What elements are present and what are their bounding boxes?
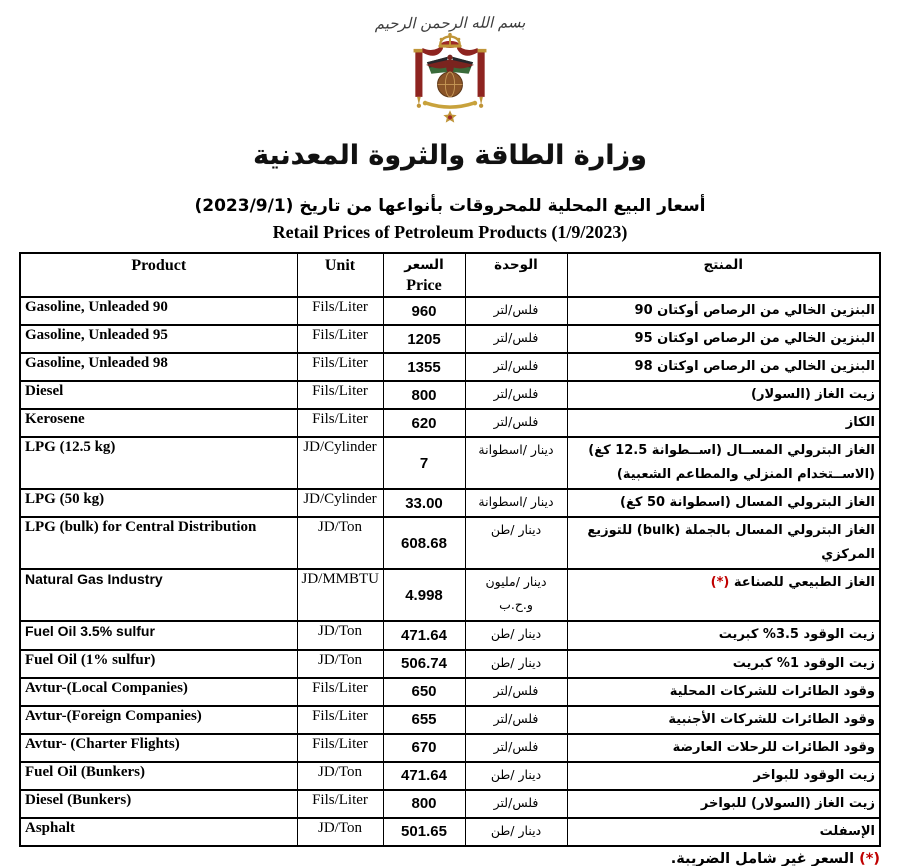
unit-en-cell: JD/Cylinder bbox=[297, 489, 383, 517]
table-row bbox=[20, 621, 880, 649]
price-value-cell: 1205 bbox=[383, 325, 465, 353]
unit-ar-cell: فلس/لتر bbox=[465, 409, 567, 437]
table-header-row bbox=[20, 253, 880, 297]
table-row bbox=[20, 650, 880, 678]
price-value-cell: 608.68 bbox=[383, 517, 465, 569]
product-en-cell: LPG (12.5 kg) bbox=[20, 437, 297, 489]
price-value-cell: 471.64 bbox=[383, 762, 465, 790]
coat-of-arms-icon bbox=[396, 32, 504, 128]
product-ar-cell bbox=[567, 437, 880, 489]
product-ar-text: الكاز bbox=[845, 415, 875, 431]
product-ar-cell bbox=[567, 297, 880, 325]
table-row bbox=[20, 818, 880, 846]
product-ar-cell bbox=[567, 650, 880, 678]
product-en-cell: Avtur- (Charter Flights) bbox=[20, 734, 297, 762]
table-row bbox=[20, 437, 880, 489]
product-en-cell: Natural Gas Industry bbox=[20, 569, 297, 621]
column-header-price bbox=[383, 253, 465, 297]
table-row bbox=[20, 762, 880, 790]
unit-en-cell: Fils/Liter bbox=[297, 353, 383, 381]
unit-ar-cell: دينار /طن bbox=[465, 650, 567, 678]
price-value-cell: 800 bbox=[383, 381, 465, 409]
product-ar-text: وقود الطائرات للشركات المحلية bbox=[669, 683, 875, 699]
table-row bbox=[20, 325, 880, 353]
product-ar-cell bbox=[567, 409, 880, 437]
unit-en-cell: Fils/Liter bbox=[297, 297, 383, 325]
table-row bbox=[20, 678, 880, 706]
bismillah-calligraphy: بسم الله الرحمن الرحيم bbox=[374, 13, 526, 33]
product-ar-cell bbox=[567, 790, 880, 818]
table-row bbox=[20, 706, 880, 734]
product-ar-text: زيت الغاز (السولار) للبواخر bbox=[700, 795, 875, 811]
product-ar-text: البنزين الخالي من الرصاص اوكتان 95 bbox=[634, 331, 875, 347]
unit-ar-cell: فلس/لتر bbox=[465, 734, 567, 762]
column-header-unit-ar: الوحدة bbox=[465, 253, 567, 297]
table-row bbox=[20, 734, 880, 762]
unit-en-cell: Fils/Liter bbox=[297, 790, 383, 818]
unit-en-cell: JD/Ton bbox=[297, 650, 383, 678]
tax-footnote bbox=[20, 851, 880, 866]
price-value-cell: 800 bbox=[383, 790, 465, 818]
unit-en-cell: JD/Ton bbox=[297, 818, 383, 846]
unit-ar-cell: فلس/لتر bbox=[465, 706, 567, 734]
product-ar-text: البنزين الخالي من الرصاص اوكتان 98 bbox=[634, 359, 875, 375]
unit-en-cell: JD/MMBTU bbox=[297, 569, 383, 621]
table-row bbox=[20, 517, 880, 569]
table-row bbox=[20, 409, 880, 437]
price-value-cell: 620 bbox=[383, 409, 465, 437]
unit-en-cell: Fils/Liter bbox=[297, 381, 383, 409]
product-ar-text: الغاز الطبيعي للصناعة bbox=[733, 575, 875, 591]
price-table-body bbox=[20, 297, 880, 846]
unit-en-cell: JD/Ton bbox=[297, 762, 383, 790]
price-value-cell: 501.65 bbox=[383, 818, 465, 846]
product-ar-text: زيت الوقود 3.5% كبريت bbox=[718, 627, 875, 643]
unit-ar-cell: فلس/لتر bbox=[465, 297, 567, 325]
product-ar-cell bbox=[567, 706, 880, 734]
unit-en-cell: JD/Ton bbox=[297, 517, 383, 569]
price-header-english: Price bbox=[406, 277, 442, 294]
unit-en-cell: Fils/Liter bbox=[297, 409, 383, 437]
product-ar-text: زيت الوقود للبواخر bbox=[753, 767, 875, 783]
product-en-cell: LPG (50 kg) bbox=[20, 489, 297, 517]
product-en-cell: Avtur-(Foreign Companies) bbox=[20, 706, 297, 734]
product-ar-cell bbox=[567, 381, 880, 409]
price-value-cell: 960 bbox=[383, 297, 465, 325]
unit-en-cell: JD/Ton bbox=[297, 621, 383, 649]
product-ar-text: زيت الغاز (السولار) bbox=[751, 387, 875, 403]
unit-ar-cell: دينار /اسطوانة bbox=[465, 489, 567, 517]
column-header-product-ar: المنتج bbox=[567, 253, 880, 297]
product-ar-text: وقود الطائرات للرحلات العارضة bbox=[672, 739, 875, 755]
unit-en-cell: Fils/Liter bbox=[297, 706, 383, 734]
price-value-cell: 650 bbox=[383, 678, 465, 706]
product-en-cell: Gasoline, Unleaded 95 bbox=[20, 325, 297, 353]
product-ar-cell bbox=[567, 569, 880, 621]
footnote-text: السعر غير شامل الضريبة. bbox=[670, 850, 855, 866]
table-row bbox=[20, 790, 880, 818]
product-en-cell: Asphalt bbox=[20, 818, 297, 846]
table-row bbox=[20, 353, 880, 381]
unit-ar-cell: فلس/لتر bbox=[465, 790, 567, 818]
product-en-cell: Fuel Oil (1% sulfur) bbox=[20, 650, 297, 678]
price-value-cell: 1355 bbox=[383, 353, 465, 381]
table-row bbox=[20, 381, 880, 409]
product-ar-cell bbox=[567, 818, 880, 846]
document-title-english: Retail Prices of Petroleum Products (1/9/2023) bbox=[272, 222, 628, 242]
product-en-cell: LPG (bulk) for Central Distribution bbox=[20, 517, 297, 569]
product-ar-cell bbox=[567, 353, 880, 381]
product-en-cell: Kerosene bbox=[20, 409, 297, 437]
product-ar-cell bbox=[567, 489, 880, 517]
price-value-cell: 7 bbox=[383, 437, 465, 489]
unit-ar-cell: فلس/لتر bbox=[465, 678, 567, 706]
price-header-arabic: السعر bbox=[404, 257, 444, 273]
unit-ar-cell: دينار /طن bbox=[465, 621, 567, 649]
jordan-coat-of-arms bbox=[0, 32, 900, 130]
table-row bbox=[20, 569, 880, 621]
table-row bbox=[20, 297, 880, 325]
unit-en-cell: Fils/Liter bbox=[297, 734, 383, 762]
product-en-cell: Fuel Oil 3.5% sulfur bbox=[20, 621, 297, 649]
product-en-cell: Gasoline, Unleaded 90 bbox=[20, 297, 297, 325]
unit-ar-cell: دينار /طن bbox=[465, 762, 567, 790]
unit-ar-cell: فلس/لتر bbox=[465, 353, 567, 381]
price-value-cell: 33.00 bbox=[383, 489, 465, 517]
unit-ar-cell: دينار /طن bbox=[465, 818, 567, 846]
column-header-unit-en: Unit bbox=[297, 253, 383, 297]
unit-ar-cell: دينار /طن bbox=[465, 517, 567, 569]
footnote-marker: (*) bbox=[710, 575, 730, 591]
product-en-cell: Fuel Oil (Bunkers) bbox=[20, 762, 297, 790]
price-value-cell: 655 bbox=[383, 706, 465, 734]
unit-en-cell: JD/Cylinder bbox=[297, 437, 383, 489]
unit-ar-cell: دينار /مليون و.ح.ب bbox=[465, 569, 567, 621]
product-ar-cell bbox=[567, 517, 880, 569]
price-value-cell: 506.74 bbox=[383, 650, 465, 678]
product-en-cell: Diesel bbox=[20, 381, 297, 409]
unit-en-cell: Fils/Liter bbox=[297, 678, 383, 706]
unit-ar-cell: فلس/لتر bbox=[465, 381, 567, 409]
product-ar-cell bbox=[567, 762, 880, 790]
price-value-cell: 471.64 bbox=[383, 621, 465, 649]
price-table bbox=[19, 252, 881, 847]
unit-ar-cell: فلس/لتر bbox=[465, 325, 567, 353]
product-ar-text: وقود الطائرات للشركات الأجنبية bbox=[668, 711, 875, 727]
product-ar-cell bbox=[567, 734, 880, 762]
product-ar-cell bbox=[567, 678, 880, 706]
product-ar-text: البنزين الخالي من الرصاص أوكتان 90 bbox=[634, 303, 875, 318]
product-en-cell: Gasoline, Unleaded 98 bbox=[20, 353, 297, 381]
product-ar-text: الغاز البترولي المسال (اسطوانة 50 كغ) bbox=[620, 495, 875, 511]
unit-en-cell: Fils/Liter bbox=[297, 325, 383, 353]
product-ar-cell bbox=[567, 621, 880, 649]
document-title-arabic: أسعار البيع المحلية للمحروقات بأنواعها من تاريخ (2023/9/1) bbox=[194, 196, 706, 216]
product-ar-cell bbox=[567, 325, 880, 353]
column-header-product-en: Product bbox=[20, 253, 297, 297]
ministry-name-calligraphy: وزارة الطاقة والثروة المعدنية bbox=[253, 140, 647, 171]
price-value-cell: 4.998 bbox=[383, 569, 465, 621]
product-en-cell: Diesel (Bunkers) bbox=[20, 790, 297, 818]
product-ar-text: الغاز البترولي المسال بالجملة (bulk) للتوزيع المركزي bbox=[587, 523, 875, 563]
product-en-cell: Avtur-(Local Companies) bbox=[20, 678, 297, 706]
table-row bbox=[20, 489, 880, 517]
unit-ar-cell: دينار /اسطوانة bbox=[465, 437, 567, 489]
product-ar-text: زيت الوقود 1% كبريت bbox=[732, 655, 875, 671]
price-value-cell: 670 bbox=[383, 734, 465, 762]
product-ar-text: الغاز البترولي المســال (اســطوانة 12.5 كغ) (الاســتخدام المنزلي والمطاعم الشعبية) bbox=[588, 443, 875, 483]
product-ar-text: الإسفلت bbox=[819, 823, 875, 839]
footnote-marker: (*) bbox=[859, 850, 880, 866]
